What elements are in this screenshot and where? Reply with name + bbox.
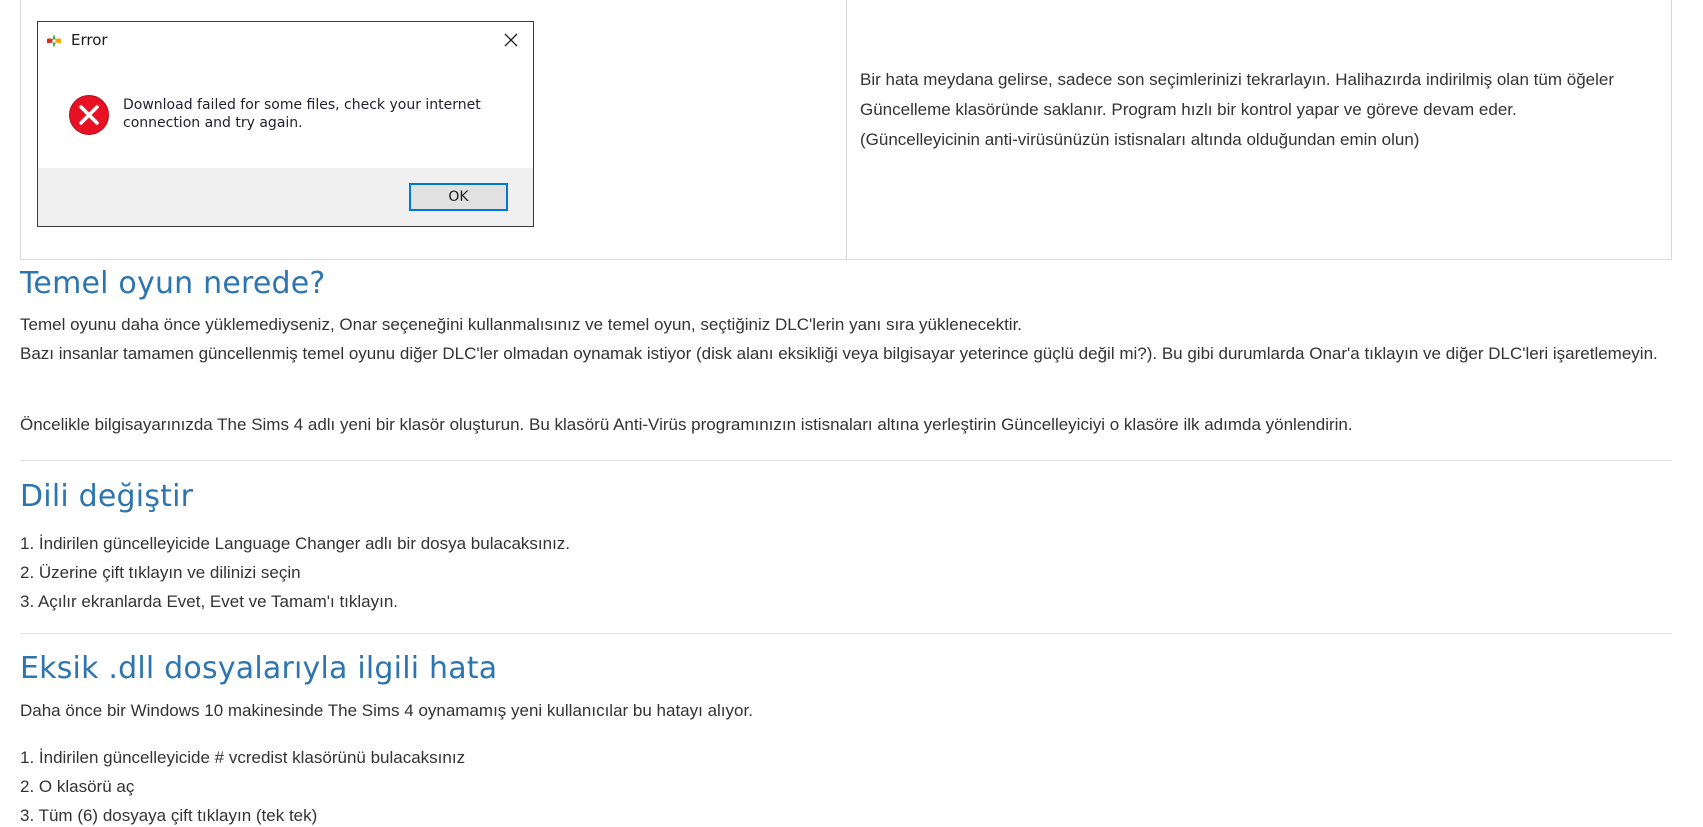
ok-button-label: OK: [412, 186, 505, 208]
paragraph-line: Temel oyunu daha önce yüklemediyseniz, Onar seçeneğini kullanmalısınız ve temel oyun, seçtiğiniz DLC'lerin yanı sıra yüklenecektir.: [20, 315, 1023, 334]
dialog-message: Download failed for some files, check your internet connection and try again.: [123, 97, 481, 131]
table-cell-explanation: [847, 0, 1671, 259]
paragraph-line: Bazı insanlar tamamen güncellenmiş temel oyunu diğer DLC'ler olmadan oynamak istiyor (disk alanı eksikliği veya bilgisayar yeterince güçlü değil mi?). Bu gibi durumlarda Onar'a tıklayın ve diğer DLC'leri işaretlemeyin.: [20, 344, 1658, 363]
list-item: 1. İndirilen güncelleyicide Language Changer adlı bir dosya bulacaksınız.: [20, 534, 571, 553]
list-item: 1. İndirilen güncelleyicide # vcredist klasörünü bulacaksınız: [20, 748, 466, 767]
paragraph-base-game-2: Öncelikle bilgisayarınızda The Sims 4 adlı yeni bir klasör oluşturun. Bu klasörü Anti-Virüs programınızın istisnaları altına yerleştirin Güncelleyiciyi o klasöre ilk adımda yönlendirin.: [20, 415, 1353, 434]
app-logo-icon: [44, 31, 64, 51]
list-item: 2. O klasörü aç: [20, 777, 135, 796]
explanation-text: [860, 65, 1670, 155]
explanation-main: Bir hata meydana gelirse, sadece son seçimlerinizi tekrarlayın. Halihazırda indirilmiş olan tüm öğeler Güncelleme klasöründe saklanır. Program hızlı bir kontrol yapar ve göreve devam eder.: [860, 70, 1615, 119]
section-divider: [20, 460, 1672, 461]
language-steps: [20, 529, 570, 616]
info-table: [20, 0, 1672, 260]
error-x-icon: [68, 94, 110, 136]
ok-button[interactable]: [409, 183, 508, 211]
error-dialog: [37, 21, 534, 227]
dll-steps: [20, 743, 465, 827]
section-divider: [20, 633, 1672, 634]
heading-change-language: Dili değiştir: [20, 479, 194, 514]
close-icon: [503, 32, 519, 48]
dialog-footer: [38, 168, 533, 226]
dialog-title: Error: [71, 31, 108, 49]
list-item: 3. Açılır ekranlarda Evet, Evet ve Tamam'ı tıklayın.: [20, 592, 399, 611]
table-cell-screenshot: [21, 0, 847, 259]
list-item: 2. Üzerine çift tıklayın ve dilinizi seçin: [20, 563, 301, 582]
list-item: 3. Tüm (6) dosyaya çift tıklayın (tek tek): [20, 806, 318, 825]
heading-base-game: Temel oyun nerede?: [20, 266, 326, 301]
explanation-note: (Güncelleyicinin anti-virüsünüzün istisnaları altında olduğundan emin olun): [860, 130, 1420, 149]
paragraph-base-game-1: [20, 310, 1670, 368]
dialog-titlebar: [38, 22, 533, 58]
dialog-close-button[interactable]: [489, 22, 533, 58]
heading-missing-dll: Eksik .dll dosyalarıyla ilgili hata: [20, 651, 498, 686]
paragraph-missing-dll: Daha önce bir Windows 10 makinesinde The Sims 4 oynamamış yeni kullanıcılar bu hatayı alıyor.: [20, 701, 753, 720]
